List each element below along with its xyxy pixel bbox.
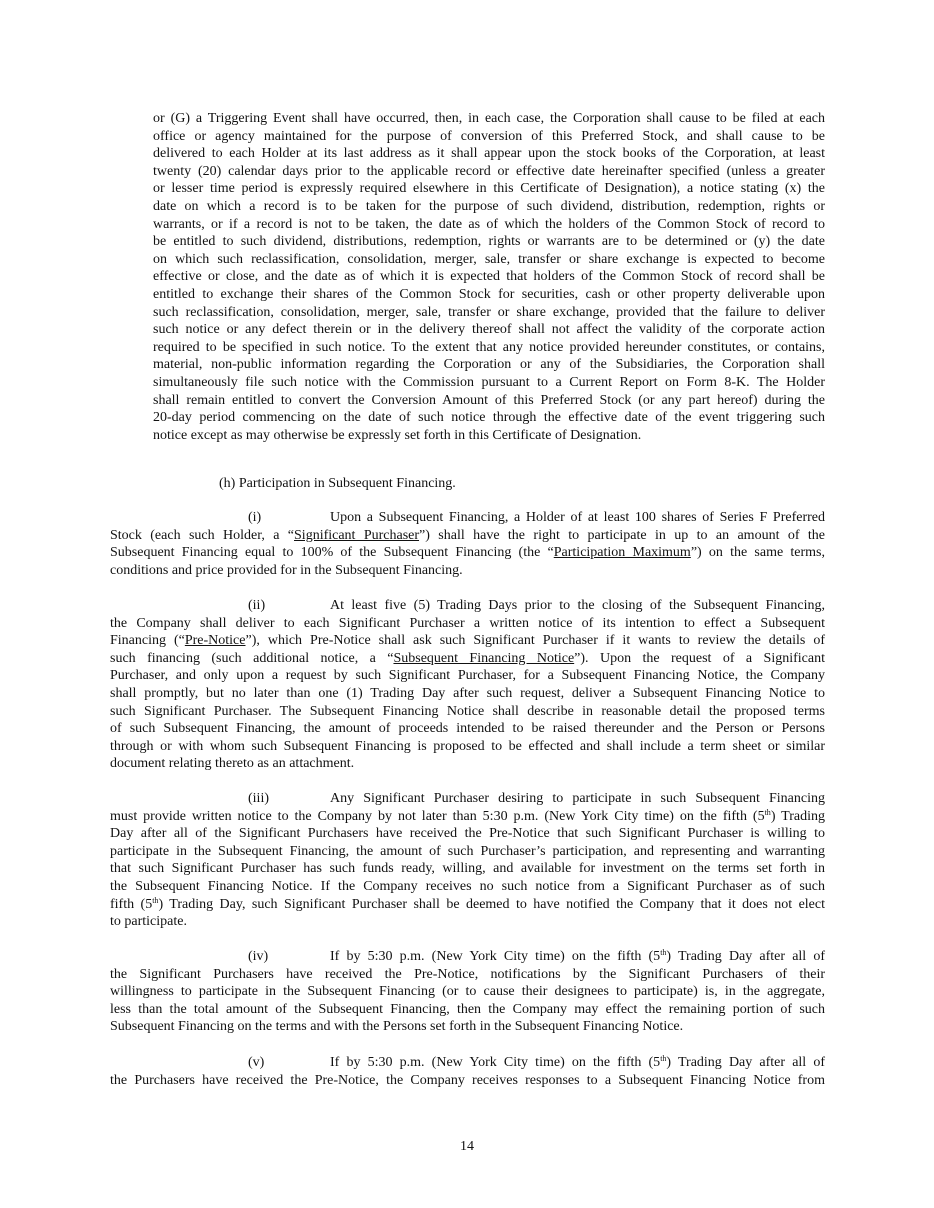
text-line	[110, 948, 825, 966]
text-run: to participate.	[110, 914, 187, 930]
text-run: ) Trading Day after all of	[666, 949, 825, 964]
text-run: conditions and price provided for in the Subsequent Financing.	[110, 562, 463, 578]
text-line	[110, 896, 825, 914]
text-line	[110, 509, 825, 527]
subsection-ii	[110, 597, 825, 773]
text-run: of such Subsequent Financing, the amount of proceeds intended to be raised thereunder and the Person or Persons	[110, 721, 825, 737]
text-line	[110, 755, 825, 773]
text-line	[110, 878, 825, 896]
text-run: must provide written notice to the Company by not later than 5:30 p.m. (New York City time) on the fifth (5	[110, 808, 765, 824]
text-run: simultaneously file such notice with the Commission pursuant to a Current Report on Form 8-K. The Holder	[153, 374, 825, 390]
section-heading: (h) Participation in Subsequent Financing.	[219, 476, 456, 491]
text-run: the Significant Purchasers have received the Pre-Notice, notifications by the Significant Purchasers of their	[110, 966, 825, 982]
text-line	[110, 808, 825, 826]
subsection-number: (v)	[248, 1055, 265, 1070]
text-run: warrants, or if a record is not to be taken, the date as of which the holders of the Common Stock of record to	[153, 216, 825, 232]
text-line	[110, 860, 825, 878]
text-line	[153, 374, 825, 392]
intro-paragraph	[153, 110, 825, 444]
text-run: the Company shall deliver to each Significant Purchaser a written notice of its intention to effect a Subsequent	[110, 615, 825, 631]
text-run: such financing (such additional notice, a “	[110, 650, 394, 666]
text-run: such Significant Purchaser. The Subsequent Financing Notice shall describe in reasonable detail the proposed terms	[110, 703, 825, 719]
text-run: or lesser time period is expressly required elsewhere in this Certificate of Designation), a notice stating (x) the	[153, 181, 825, 197]
text-run: through or with whom such Subsequent Financing is proposed to be effected and shall include a term sheet or similar	[110, 738, 825, 754]
text-line	[153, 268, 825, 286]
text-run: entitled to exchange their shares of the Common Stock for securities, cash or other property deliverable upon	[153, 286, 825, 302]
text-run: ”) on the same terms,	[690, 545, 825, 561]
text-line	[110, 527, 825, 545]
text-line	[110, 983, 825, 1001]
text-line	[110, 1018, 825, 1036]
text-run: the Subsequent Financing Notice. If the Company receives no such notice from a Significant Purchaser as of such	[110, 878, 825, 894]
text-run: At least five (5) Trading Days prior to the closing of the Subsequent Financing,	[330, 598, 825, 613]
text-line	[153, 409, 825, 427]
subsection-iv	[110, 948, 825, 1036]
text-run: willingness to participate in the Subsequent Financing (or to cause their designees to participate) is, in the aggregate,	[110, 984, 825, 1000]
text-run: effective or close, and the date as of which it is expected that holders of the Common Stock of record shall be	[153, 269, 825, 285]
text-line	[110, 703, 825, 721]
text-run: on which such reclassification, consolidation, merger, sale, transfer or share exchange is expected to become	[153, 251, 825, 267]
text-run: that such Significant Purchaser has such funds ready, willing, and available for investment on the terms set forth in	[110, 861, 825, 877]
text-run: ”). Upon the request of a Significant	[574, 650, 825, 666]
ordinal-superscript: th	[764, 807, 771, 817]
text-run: twenty (20) calendar days prior to the applicable record or effective date hereinafter specified (unless a greater	[153, 163, 825, 179]
text-line	[153, 304, 825, 322]
text-line	[110, 1054, 825, 1072]
page-number: 14	[460, 1139, 474, 1154]
text-run: shall promptly, but no later than one (1) Trading Day after such request, deliver a Subsequent Financing Notice to	[110, 685, 825, 701]
text-line	[110, 597, 825, 615]
text-run: Any Significant Purchaser desiring to participate in such Subsequent Financing	[330, 791, 825, 806]
text-line	[153, 145, 825, 163]
subsection-number: (iii)	[248, 791, 269, 806]
text-line	[153, 233, 825, 251]
text-line	[153, 427, 825, 445]
text-line	[110, 790, 825, 808]
text-run: If by 5:30 p.m. (New York City time) on the fifth (5	[330, 949, 661, 964]
text-run: Day after all of the Significant Purchasers have received the Pre-Notice that such Significant Purchaser is willing to	[110, 826, 825, 842]
text-run: Subsequent Financing equal to 100% of the Subsequent Financing (the “	[110, 545, 554, 561]
defined-term: Participation Maximum	[553, 545, 691, 561]
text-run: or (G) a Triggering Event shall have occurred, then, in each case, the Corporation shall cause to be filed at each	[153, 111, 825, 126]
defined-term: Significant Purchaser	[294, 527, 420, 543]
text-run: required to be specified in such notice. To the extent that any notice provided hereunder constitutes, or contains,	[153, 339, 825, 355]
text-line	[110, 650, 825, 668]
text-run: Upon a Subsequent Financing, a Holder of at least 100 shares of Series F Preferred	[330, 510, 825, 525]
text-run: notice except as may otherwise be expressly set forth in this Certificate of Designation.	[153, 427, 642, 443]
text-run: such reclassification, consolidation, merger, sale, transfer or share exchange, provided that the failure to deliver	[153, 304, 825, 320]
text-run: such notice or any defect therein or in the delivery thereof shall not affect the validity of the corporate action	[153, 322, 825, 338]
subsection-i	[110, 509, 825, 579]
ordinal-superscript: th	[660, 1054, 667, 1063]
text-line	[110, 843, 825, 861]
text-line	[110, 615, 825, 633]
text-line	[153, 356, 825, 374]
text-run: Subsequent Financing on the terms and with the Persons set forth in the Subsequent Financing Notice.	[110, 1019, 684, 1035]
text-line	[153, 286, 825, 304]
text-line	[110, 562, 825, 580]
defined-term: Subsequent Financing Notice	[393, 650, 575, 666]
text-run: the Purchasers have received the Pre-Notice, the Company receives responses to a Subsequent Financing Notice from	[110, 1072, 825, 1088]
text-line	[153, 198, 825, 216]
text-run: ) Trading Day, such Significant Purchaser shall be deemed to have notified the Company that it does not elect	[158, 896, 825, 912]
text-line	[110, 544, 825, 562]
text-run: less than the total amount of the Subsequent Financing, then the Company may effect the remaining portion of such	[110, 1001, 825, 1017]
text-line	[110, 1072, 825, 1090]
text-line	[153, 216, 825, 234]
text-run: office or agency maintained for the purpose of conversion of this Preferred Stock, and shall cause to be	[153, 128, 825, 144]
text-run: ) Trading Day after all of	[666, 1055, 825, 1070]
text-line	[110, 738, 825, 756]
text-line	[153, 180, 825, 198]
text-run: ) Trading	[770, 808, 826, 824]
text-line	[110, 966, 825, 984]
subsection-number: (ii)	[248, 598, 266, 613]
text-line	[153, 392, 825, 410]
text-line	[153, 110, 825, 128]
text-line	[153, 128, 825, 146]
text-run: be entitled to such dividend, distributions, redemption, rights or warrants are to be determined or (y) the date	[153, 234, 825, 250]
text-line	[110, 720, 825, 738]
subsection-v	[110, 1054, 825, 1089]
subsection-number: (iv)	[248, 949, 269, 964]
text-run: date on which a record is to be taken for the purpose of such dividend, distribution, redemption, rights or	[153, 198, 825, 214]
text-run: ”) shall have the right to participate in up to an amount of the	[419, 527, 825, 543]
text-run: Financing (“	[110, 633, 185, 649]
text-line	[110, 825, 825, 843]
text-line	[110, 685, 825, 703]
text-line	[153, 321, 825, 339]
subsection-number: (i)	[248, 510, 262, 525]
text-run: 20-day period commencing on the date of such notice through the effective date of the event triggering such	[153, 410, 825, 426]
subsection-iii	[110, 790, 825, 931]
text-line	[153, 339, 825, 357]
text-run: fifth (5	[110, 896, 153, 912]
text-run: material, non-public information regarding the Corporation or any of the Subsidiaries, the Corporation shall	[153, 357, 825, 373]
text-line	[110, 913, 825, 931]
text-line	[110, 632, 825, 650]
text-line	[110, 1001, 825, 1019]
text-run: Purchaser, and only upon a request by such Significant Purchaser, for a Subsequent Financing Notice, the Company	[110, 668, 825, 684]
defined-term: Pre-Notice	[184, 633, 246, 649]
text-run: Stock (each such Holder, a “	[110, 527, 295, 543]
text-line	[153, 251, 825, 269]
text-run: document relating thereto as an attachment.	[110, 756, 355, 772]
text-run: participate in the Subsequent Financing, the amount of such Purchaser’s participation, and representing and warranting	[110, 843, 825, 859]
text-run: shall remain entitled to convert the Conversion Amount of this Preferred Stock (or any part hereof) during the	[153, 392, 825, 408]
text-run: If by 5:30 p.m. (New York City time) on the fifth (5	[330, 1055, 661, 1070]
text-run: delivered to each Holder at its last address as it shall appear upon the stock books of the Corporation, at least	[153, 146, 825, 162]
ordinal-superscript: th	[152, 895, 159, 905]
ordinal-superscript: th	[660, 948, 667, 957]
text-line	[110, 667, 825, 685]
text-line	[153, 163, 825, 181]
text-run: ”), which Pre-Notice shall ask such Significant Purchaser if it wants to review the details of	[245, 633, 825, 649]
